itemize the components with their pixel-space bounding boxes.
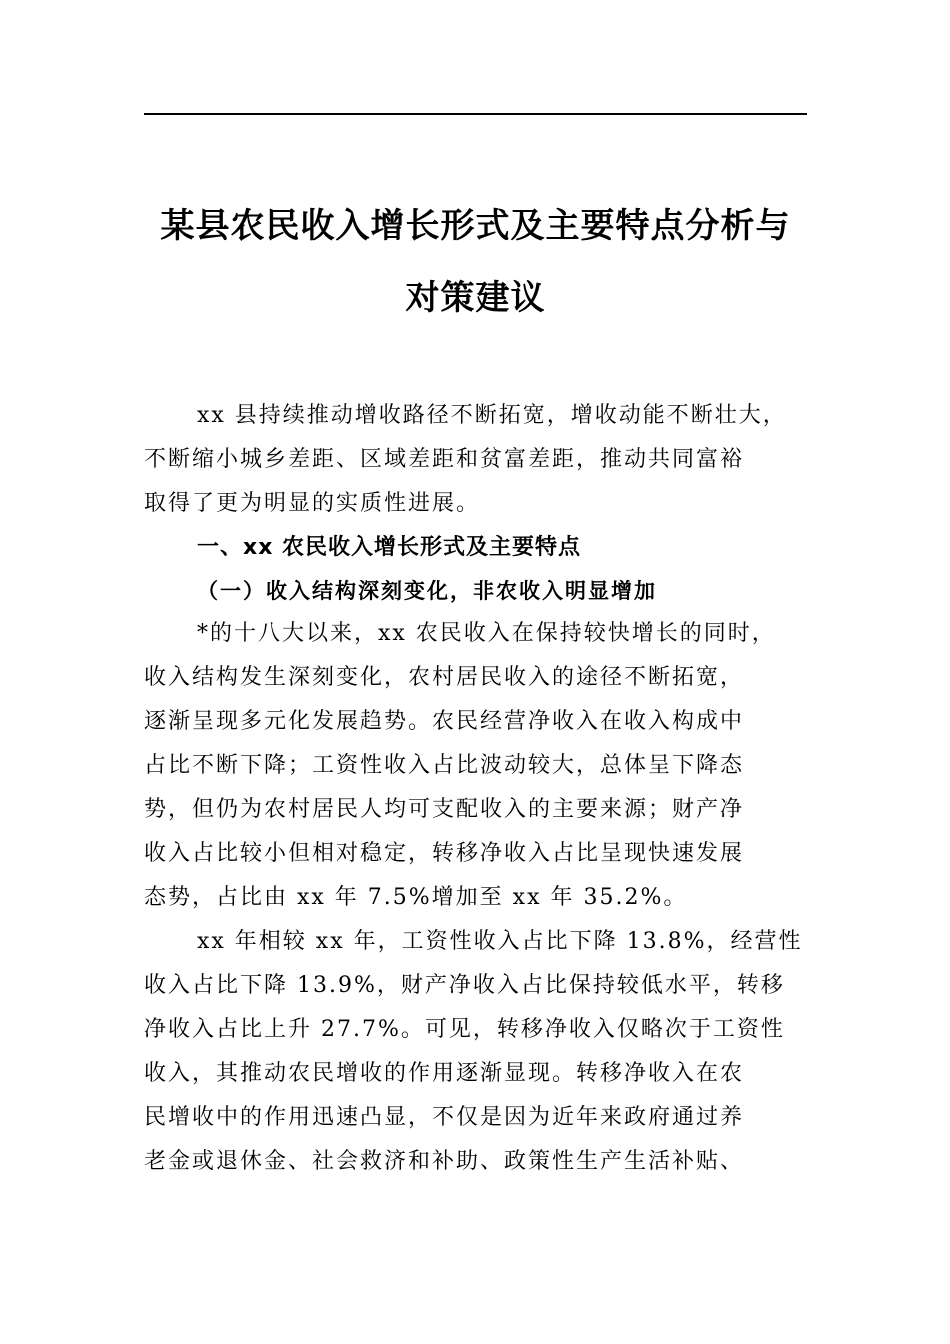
paragraph-line: 收入占比下降 13.9%，财产净收入占比保持较低水平，转移 [144, 973, 785, 998]
subsection-heading: （一）收入结构深刻变化，非农收入明显增加 [197, 578, 657, 603]
paragraph-line: 取得了更为明显的实质性进展。 [144, 491, 481, 516]
paragraph-line: *的十八大以来，xx 农民收入在保持较快增长的同时， [197, 621, 776, 646]
paragraph-line: 净收入占比上升 27.7%。可见，转移净收入仅略次于工资性 [144, 1017, 785, 1042]
document-body [144, 394, 807, 1184]
paragraph-line: 收入结构发生深刻变化，农村居民收入的途径不断拓宽， [144, 665, 745, 690]
intro-paragraph [144, 394, 807, 526]
paragraph-line: xx 县持续推动增收路径不断拓宽，增收动能不断壮大， [197, 403, 787, 428]
paragraph-line: 收入占比较小但相对稳定，转移净收入占比呈现快速发展 [144, 841, 745, 866]
body-paragraph-1 [144, 612, 807, 920]
paragraph-line: 不断缩小城乡差距、区域差距和贫富差距，推动共同富裕 [144, 447, 745, 472]
header-rule [144, 113, 807, 115]
paragraph-line: 势，但仍为农村居民人均可支配收入的主要来源；财产净 [144, 797, 745, 822]
paragraph-line: 逐渐呈现多元化发展趋势。农民经营净收入在收入构成中 [144, 709, 745, 734]
title-line-1: 某县农民收入增长形式及主要特点分析与 [160, 206, 791, 246]
paragraph-line: 态势，占比由 xx 年 7.5%增加至 xx 年 35.2%。 [144, 885, 688, 910]
paragraph-line: xx 年相较 xx 年，工资性收入占比下降 13.8%，经营性 [197, 929, 803, 954]
paragraph-line: 收入，其推动农民增收的作用逐渐显现。转移净收入在农 [144, 1061, 745, 1086]
paragraph-line: 占比不断下降；工资性收入占比波动较大，总体呈下降态 [144, 753, 745, 778]
paragraph-line: 民增收中的作用迅速凸显，不仅是因为近年来政府通过养 [144, 1105, 745, 1130]
section-heading: 一、xx 农民收入增长形式及主要特点 [197, 535, 582, 560]
title-line-2: 对策建议 [405, 278, 546, 318]
paragraph-line: 老金或退休金、社会救济和补助、政策性生产生活补贴、 [144, 1149, 745, 1174]
body-paragraph-2 [144, 920, 807, 1184]
document-title [144, 190, 807, 334]
